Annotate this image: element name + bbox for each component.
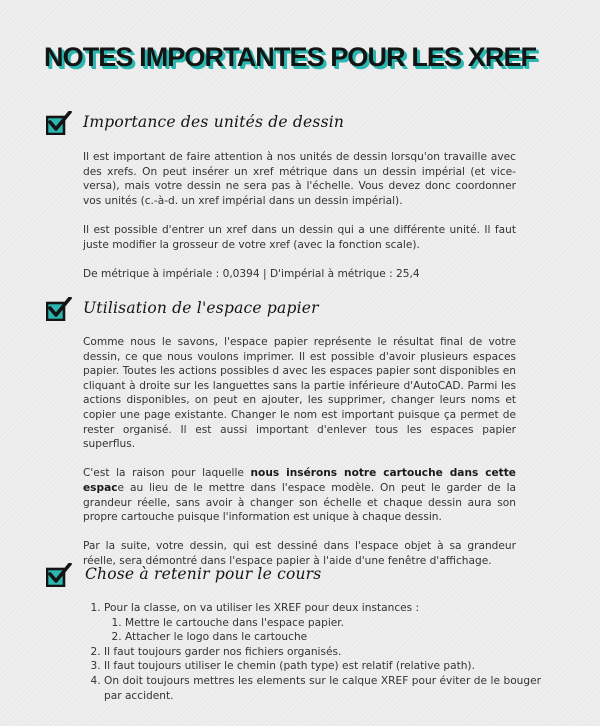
- paragraph: Il est possible d'entrer un xref dans un dessin qui a une différente unité. Il faut juste modifier la grosseur de votre xref (avec la fonction scale).: [83, 223, 516, 251]
- list-item: 2. Attacher le logo dans le cartouche: [125, 630, 541, 645]
- conversion-factors: De métrique à impériale : 0,0394 | D'impérial à métrique : 25,4: [83, 267, 420, 280]
- list-item: 2. Il faut toujours garder nos fichiers organisés.: [104, 645, 541, 660]
- checkbox-check-icon: [46, 563, 72, 587]
- list-item: 3. Il faut toujours utiliser le chemin (path type) est relatif (relative path).: [104, 659, 541, 674]
- section-title: Importance des unités de dessin: [83, 113, 345, 131]
- list-item: 4. On doit toujours mettres les elements sur le calque XREF pour éviter de le bouger par accident.: [104, 674, 541, 703]
- paragraph: [83, 466, 516, 524]
- section-title: Chose à retenir pour le cours: [85, 565, 322, 583]
- paragraph: Comme nous le savons, l'espace papier représente le résultat final de votre dessin, ce que nous voulons imprimer. Il est possible d'avoir plusieurs espaces papier. Toutes les actions possibles d avec les espaces papier sont disponibles en cliquant à droite sur les languettes sans la partie inférieure d'AutoCAD. Parmi les actions disponibles, on peut en ajouter, les supprimer, changer leurs noms et copier une page existante. Changer le nom est important puisque ça permet de rester organisé. Il est aussi important d'enlever tous les espaces papier superflus.: [83, 336, 516, 451]
- checkbox-check-icon: [46, 111, 72, 135]
- section-body-units: [83, 150, 516, 296]
- paragraph: Il est important de faire attention à nos unités de dessin lorsqu'on travaille avec des xrefs. On peut insérer un xref métrique dans un dessin impérial (et vice-versa), mais votre dessin ne sera pas à l'échelle. Vous devez donc coordonner vos unités (c.-à-d. un xref impérial dans un dessin impérial).: [83, 151, 516, 207]
- section-title: Utilisation de l'espace papier: [83, 299, 319, 317]
- sub-list: [104, 616, 541, 645]
- text-run: e au lieu de le mettre dans l'espace modèle. On peut le garder de la grandeur réelle, sans avoir à changer son échelle et chaque dessin aura son propre cartouche puisque l'information est unique à chaque dessin.: [83, 481, 516, 524]
- list-item-text: Pour la classe, on va utiliser les XREF pour deux instances :: [104, 602, 420, 614]
- checkbox-check-icon: [46, 297, 72, 321]
- section-body-paper-space: [83, 335, 516, 583]
- bold-text: nous insérons notre cartouche dans cette espac: [83, 467, 516, 494]
- list-item: 1. Mettre le cartouche dans l'espace papier.: [125, 616, 541, 631]
- page-title: NOTES IMPORTANTES POUR LES XREF: [44, 42, 537, 72]
- text-run: C'est la raison pour laquelle: [83, 467, 251, 480]
- remember-list: [83, 601, 541, 703]
- paragraph: Par la suite, votre dessin, qui est dessiné dans l'espace objet à sa grandeur réelle, sera démontré dans l'espace papier à l'aide d'une fenêtre d'affichage.: [83, 540, 516, 567]
- list-item: [104, 601, 541, 645]
